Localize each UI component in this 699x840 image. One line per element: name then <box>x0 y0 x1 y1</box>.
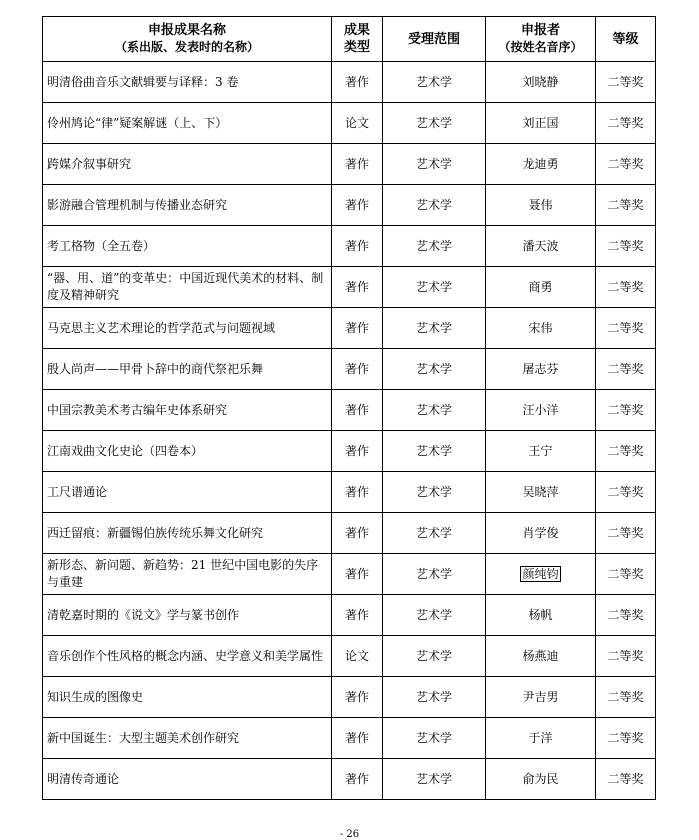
row-type: 论文 <box>332 103 383 144</box>
row-scope: 艺术学 <box>383 185 486 226</box>
table-row <box>43 677 656 718</box>
row-applicant: 吴晓萍 <box>486 472 596 513</box>
row-title: 工尺谱通论 <box>43 472 332 513</box>
row-grade: 二等奖 <box>596 144 656 185</box>
row-grade: 二等奖 <box>596 431 656 472</box>
row-applicant: 龙迪勇 <box>486 144 596 185</box>
row-grade: 二等奖 <box>596 636 656 677</box>
table-row <box>43 349 656 390</box>
row-grade: 二等奖 <box>596 62 656 103</box>
row-title: 新中国诞生：大型主题美术创作研究 <box>43 718 332 759</box>
row-title: 马克思主义艺术理论的哲学范式与问题视域 <box>43 308 332 349</box>
awards-table <box>42 16 656 800</box>
row-title: 考工格物（全五卷） <box>43 226 332 267</box>
row-scope: 艺术学 <box>383 513 486 554</box>
row-title: “器、用、道”的变革史：中国近现代美术的材料、制度及精神研究 <box>43 267 332 308</box>
table-row <box>43 103 656 144</box>
row-applicant: 刘晓静 <box>486 62 596 103</box>
row-applicant: 杨帆 <box>486 595 596 636</box>
row-grade: 二等奖 <box>596 554 656 595</box>
row-scope: 艺术学 <box>383 390 486 431</box>
table-row <box>43 390 656 431</box>
row-scope: 艺术学 <box>383 144 486 185</box>
row-type: 著作 <box>332 390 383 431</box>
row-title: 伶州鸠论“律”疑案解谜（上、下） <box>43 103 332 144</box>
row-title: 殷人尚声——甲骨卜辞中的商代祭祀乐舞 <box>43 349 332 390</box>
row-scope: 艺术学 <box>383 472 486 513</box>
row-title: 西迁留痕：新疆锡伯族传统乐舞文化研究 <box>43 513 332 554</box>
table-row <box>43 595 656 636</box>
row-type: 著作 <box>332 144 383 185</box>
row-type: 论文 <box>332 636 383 677</box>
page-number: - 26 <box>339 829 360 840</box>
row-applicant: 聂伟 <box>486 185 596 226</box>
row-grade: 二等奖 <box>596 513 656 554</box>
row-grade: 二等奖 <box>596 226 656 267</box>
row-applicant: 潘天波 <box>486 226 596 267</box>
row-grade: 二等奖 <box>596 759 656 800</box>
row-scope: 艺术学 <box>383 636 486 677</box>
row-applicant: 王宁 <box>486 431 596 472</box>
row-applicant <box>486 554 596 595</box>
table-row <box>43 308 656 349</box>
row-scope: 艺术学 <box>383 677 486 718</box>
row-grade: 二等奖 <box>596 349 656 390</box>
table-row <box>43 513 656 554</box>
table-header-row <box>43 17 656 62</box>
row-title: 江南戏曲文化史论（四卷本） <box>43 431 332 472</box>
header-type <box>332 17 383 62</box>
row-title: 音乐创作个性风格的概念内涵、史学意义和美学属性 <box>43 636 332 677</box>
table-row <box>43 472 656 513</box>
row-type: 著作 <box>332 513 383 554</box>
row-grade: 二等奖 <box>596 595 656 636</box>
row-type: 著作 <box>332 759 383 800</box>
header-scope: 受理范围 <box>383 17 486 62</box>
row-scope: 艺术学 <box>383 431 486 472</box>
row-type: 著作 <box>332 472 383 513</box>
row-applicant: 商勇 <box>486 267 596 308</box>
row-grade: 二等奖 <box>596 390 656 431</box>
row-title: 明清传奇通论 <box>43 759 332 800</box>
row-type: 著作 <box>332 308 383 349</box>
row-type: 著作 <box>332 718 383 759</box>
row-type: 著作 <box>332 267 383 308</box>
row-applicant-highlighted: 颜纯钧 <box>522 566 559 581</box>
table-row <box>43 62 656 103</box>
row-applicant: 肖学俊 <box>486 513 596 554</box>
table-body <box>43 62 656 800</box>
table-row <box>43 431 656 472</box>
header-grade: 等级 <box>596 17 656 62</box>
row-title: 跨媒介叙事研究 <box>43 144 332 185</box>
row-grade: 二等奖 <box>596 185 656 226</box>
row-type: 著作 <box>332 349 383 390</box>
header-type-line1: 成果 <box>343 23 370 38</box>
header-type-line2: 类型 <box>343 40 370 55</box>
row-grade: 二等奖 <box>596 677 656 718</box>
row-title: 新形态、新问题、新趋势：21 世纪中国电影的失序与重建 <box>43 554 332 595</box>
row-scope: 艺术学 <box>383 595 486 636</box>
row-type: 著作 <box>332 185 383 226</box>
table-row <box>43 759 656 800</box>
row-scope: 艺术学 <box>383 226 486 267</box>
row-applicant: 杨燕迪 <box>486 636 596 677</box>
table-row <box>43 185 656 226</box>
row-scope: 艺术学 <box>383 349 486 390</box>
row-grade: 二等奖 <box>596 308 656 349</box>
header-applicant <box>486 17 596 62</box>
header-title-line1: 申报成果名称 <box>147 23 226 38</box>
header-applicant-line2: （按姓名音序） <box>498 40 583 54</box>
row-scope: 艺术学 <box>383 103 486 144</box>
row-grade: 二等奖 <box>596 267 656 308</box>
row-title: 影游融合管理机制与传播业态研究 <box>43 185 332 226</box>
row-scope: 艺术学 <box>383 554 486 595</box>
row-applicant: 于洋 <box>486 718 596 759</box>
row-applicant: 屠志芬 <box>486 349 596 390</box>
row-type: 著作 <box>332 595 383 636</box>
row-scope: 艺术学 <box>383 759 486 800</box>
row-type: 著作 <box>332 431 383 472</box>
header-title-line2: （系出版、发表时的名称） <box>114 40 259 54</box>
table-row <box>43 144 656 185</box>
header-title <box>43 17 332 62</box>
row-applicant: 汪小洋 <box>486 390 596 431</box>
row-applicant: 尹吉男 <box>486 677 596 718</box>
row-title: 明清俗曲音乐文献辑要与译释：3 卷 <box>43 62 332 103</box>
row-scope: 艺术学 <box>383 308 486 349</box>
table-row <box>43 554 656 595</box>
row-scope: 艺术学 <box>383 718 486 759</box>
row-type: 著作 <box>332 62 383 103</box>
table-row <box>43 226 656 267</box>
row-scope: 艺术学 <box>383 267 486 308</box>
row-grade: 二等奖 <box>596 718 656 759</box>
row-applicant: 俞为民 <box>486 759 596 800</box>
header-applicant-line1: 申报者 <box>520 23 560 38</box>
row-scope: 艺术学 <box>383 62 486 103</box>
row-grade: 二等奖 <box>596 103 656 144</box>
table-row <box>43 636 656 677</box>
row-type: 著作 <box>332 677 383 718</box>
row-title: 中国宗教美术考古编年史体系研究 <box>43 390 332 431</box>
row-type: 著作 <box>332 554 383 595</box>
row-grade: 二等奖 <box>596 472 656 513</box>
row-applicant: 宋伟 <box>486 308 596 349</box>
row-type: 著作 <box>332 226 383 267</box>
row-title: 清乾嘉时期的《说文》学与篆书创作 <box>43 595 332 636</box>
row-title: 知识生成的图像史 <box>43 677 332 718</box>
row-applicant: 刘正国 <box>486 103 596 144</box>
table-row <box>43 718 656 759</box>
table-row <box>43 267 656 308</box>
